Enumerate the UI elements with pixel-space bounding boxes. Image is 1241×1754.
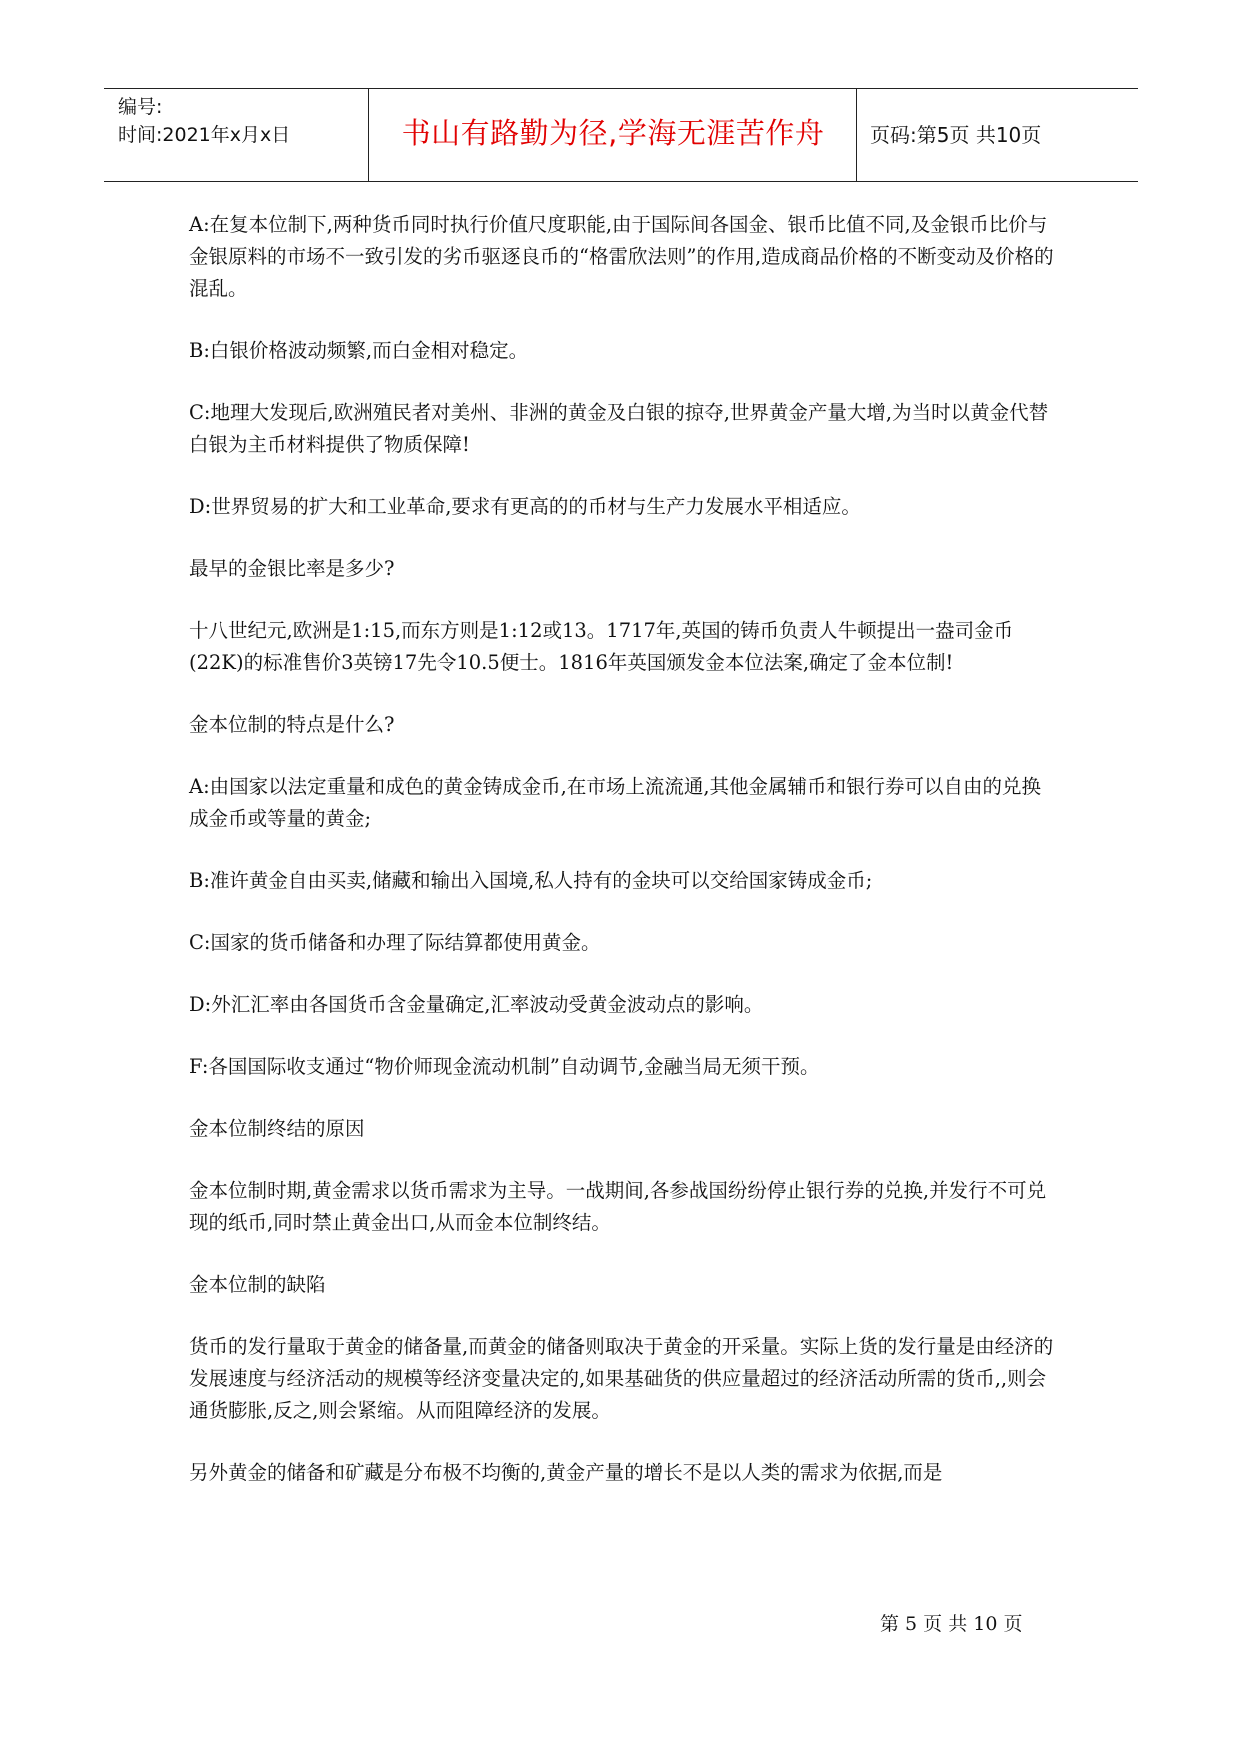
page-header [104,88,1138,182]
paragraph: 货币的发行量取于黄金的储备量,而黄金的储备则取决于黄金的开采量。实际上货的发行量是由经济的发展速度与经济活动的规模等经济变量决定的,如果基础货的供应量超过的经济活动所需的货币,,则会通货膨胀,反之,则会紧缩。从而阻障经济的发展。 [189,1335,1054,1422]
paragraph: A:在复本位制下,两种货币同时执行价值尺度职能,由于国际间各国金、银币比值不同,及金银币比价与金银原料的市场不一致引发的劣币驱逐良币的“格雷欣法则”的作用,造成商品价格的不断变动及价格的混乱。 [189,213,1054,300]
header-motto: 书山有路勤为径,学海无涯苦作舟 [401,116,825,150]
header-divider [856,89,857,181]
header-time-label: 时间:2021年x月x日 [118,124,291,146]
section-question: 金本位制的特点是什么? [189,713,395,736]
section-heading: 金本位制的缺陷 [189,1273,326,1296]
page-footer: 第 5 页 共 10 页 [880,1613,1023,1635]
paragraph: D:外汇汇率由各国货币含金量确定,汇率波动受黄金波动点的影响。 [189,993,764,1016]
paragraph: 十八世纪元,欧洲是1:15,而东方则是1:12或13。1717年,英国的铸币负责人牛顿提出一盎司金币(22K)的标准售价3英镑17先令10.5便士。1816年英国颁发金本位法案,确定了金本位制! [189,619,1014,674]
paragraph: 金本位制时期,黄金需求以货币需求为主导。一战期间,各参战国纷纷停止银行券的兑换,并发行不可兑现的纸币,同时禁止黄金出口,从而金本位制终结。 [189,1179,1047,1234]
paragraph: 另外黄金的储备和矿藏是分布极不均衡的,黄金产量的增长不是以人类的需求为依据,而是 [189,1461,943,1484]
section-heading: 金本位制终结的原因 [189,1117,365,1140]
header-divider [368,89,369,181]
paragraph: F:各国国际收支通过“物价师现金流动机制”自动调节,金融当局无须干预。 [189,1055,820,1078]
header-number-label: 编号: [118,96,163,118]
document-body [189,209,1059,1489]
paragraph: D:世界贸易的扩大和工业革命,要求有更高的的币材与生产力发展水平相适应。 [189,495,861,518]
header-meta [118,93,290,149]
paragraph: B:准许黄金自由买卖,储藏和输出入国境,私人持有的金块可以交给国家铸成金币; [189,869,873,892]
header-page-info: 页码:第5页 共10页 [870,123,1042,147]
section-question: 最早的金银比率是多少? [189,557,395,580]
paragraph: A:由国家以法定重量和成色的黄金铸成金币,在市场上流流通,其他金属辅币和银行券可以自由的兑换成金币或等量的黄金; [189,775,1042,830]
paragraph: C:地理大发现后,欧洲殖民者对美州、非洲的黄金及白银的掠夺,世界黄金产量大增,为当时以黄金代替白银为主币材料提供了物质保障! [189,401,1049,456]
paragraph: B:白银价格波动频繁,而白金相对稳定。 [189,339,529,362]
paragraph: C:国家的货币储备和办理了际结算都使用黄金。 [189,931,601,954]
